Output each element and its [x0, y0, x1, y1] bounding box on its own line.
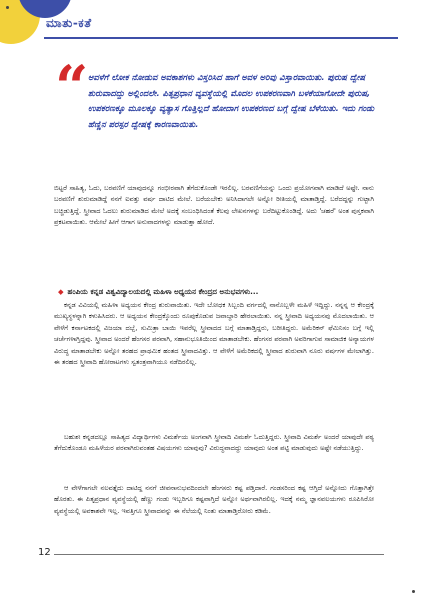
pull-quote: ಅವಳೆಗೆ ಲೋಕ ನೋಡುವ ಅವಕಾಶಗಳು ವಿಸ್ತರಿಸಿದ ಹಾಗೆ ಅವಳ ಅರಿವು ವಿಸ್ತಾರವಾಯಿತು. ಪುರುಷ ದ್ವೇಷ ಶುರುವಾದದ್ದು ಅಲ್ಲಿಂದಲೇ. ಪಿತೃಪ್ರಧಾನ ವ್ಯವಸ್ಥೆಯಲ್ಲಿ ಮೊದಲ ಉಪಕರಣವಾಗಿ ಬಳಕೆಯಾಗೋದೇ ಪುರುಷ, ಉಪಕರಣಕ್ಕೂ ಮೂಲಕ್ಕೂ ವ್ಯತ್ಯಾಸ ಗೊತ್ತಿಲ್ಲದೆ ಹೋದಾಗ ಉಪಕರಣದ ಬಗ್ಗೆ ದ್ವೇಷ ಬೆಳೆಯಿತು. ಇದು ಗಂಡು ಹೆಣ್ಣಿನ ಪರಸ್ಪರ ದ್ವೇಷಕ್ಕೆ ಕಾರಣವಾಯಿತು.	[88, 72, 375, 129]
footer-divider	[54, 554, 384, 555]
page-number: 12	[38, 547, 51, 558]
section-title: ಮಾತು-ಕತೆ	[46, 16, 92, 30]
body-paragraph-2: ಕನ್ನಡ ವಿವಿಯಲ್ಲಿ ಮಹಿಳಾ ಅಧ್ಯಯನ ಕೇಂದ್ರ ಶುರುವಾಯಿತು. ಇದೇ ಬೋಧಕ ಸಿಬ್ಬಂದಿ ವರ್ಗದಲ್ಲಿ ನಾನೊಬ್ಬಳೇ ಮಹಿಳೆ ಇದ್ದಿದ್ದು. ನನ್ನನ್ನ ಆ ಕೇಂದ್ರಕ್ಕೆ ಮುಖ್ಯಸ್ಥಳನ್ನಾಗಿ ಕಳುಹಿಸಿದರು. ಆ ಅಧ್ಯಯನ ಕೇಂದ್ರಕ್ಕೊಂದು ರೂಪುಕೊಡುವ ಜವಾಬ್ದಾರಿ ಹೇರಲಾಯಿತು. ನನ್ನ ಸ್ತ್ರೀವಾದಿ ಅಧ್ಯಯನವು ಮೊದಲಾಯಿತು. ಆ ವೇಳೆಗೆ ಕರ್ನಾಟಕದಲ್ಲಿ ವಿಜಯಾ ದಬ್ಬೆ, ಸುಮಿತ್ರಾ ಬಾಯಿ ಇವರೆಲ್ಲ ಸ್ತ್ರೀವಾದದ ಬಗ್ಗೆ ಮಾತಾಡ್ತಿದ್ದರು, ಬರೀತಿದ್ದರು. ಅಮೆರಿಕನ್ ಫೆಮಿನಿಸಂ ಬಗ್ಗೆ ಇಲ್ಲಿ ಚರ್ಚೆಗಳಾಗ್ತಿದ್ದವು. ಸ್ತ್ರೀವಾದ ಅಂದರೆ ಹೆಂಗಸರ ಪರವಾಗಿ, ಸಹಾನುಭೂತಿಯಿಂದ ಮಾತಾಡಬೇಕು. ಹೆಂಗಸರ ಪರವಾಗಿ ಅವರಿಗಾಗುವ ಸಾಮಾಜಿಕ ಅನ್ಯಾಯಗಳ ವಿರುದ್ಧ ಮಾತಾಡಬೇಕು ಅನ್ನೋ ತರಹದ ಪ್ರಾಥಮಿಕ ಹಂತದ ಸ್ತ್ರೀವಾದವಿತ್ತು. ಆ ವೇಳೆಗೆ ಅಮೆರಿಕದಲ್ಲಿ ಸ್ತ್ರೀವಾದ ಶುರುವಾಗಿ ನೂರು ವರ್ಷಗಳ ಮೇಲಾಗಿತ್ತು. ಈ ತರಹದ ಸ್ತ್ರೀವಾದಿ ಹೋರಾಟಗಳು ಸ್ವತಂತ್ರವಾಗಿಯೂ ನಡೆದಿರಲಿಲ್ಲ.	[54, 301, 374, 367]
diamond-bullet-icon: ◆	[58, 287, 64, 296]
body-paragraph-1: ಬಿಟ್ಟರೆ ಸಾಹಿತ್ಯ, ಓದು, ಬರವಣಿಗೆ ಯಾವುದನ್ನೂ ಗಂಭೀರವಾಗಿ ತೆಗೆದುಕೊಂಡೇ ಇರಲಿಲ್ಲ. ಬರವಣಿಗೆಯನ್ನು ಒಂದು ಪ್ರಯೋಗವಾಗಿ ಮಾಡಿದೆ ಅಷ್ಟೇ. ನಾನು ಬರವಣಿಗೆ ಶುರುಮಾಡಿದ್ದೆ ನನಗೆ ಐವತ್ತು ವರ್ಷ ದಾಟಿದ ಮೇಲೆ. ಬರೆಯಬೇಕು ಅನಿಸಿದಾಗಲೇ ಅನ್ನೋ ರೀತಿಯಲ್ಲಿ ಮಾತಾಡ್ತಿದ್ದೆ. ಬರೆದದ್ದನ್ನು ಗುಟ್ಟಾಗಿ ಬಚ್ಚಿಡುತ್ತಿದ್ದೆ. ಸ್ತ್ರೀವಾದ ಓದಲು ಶುರುಮಾಡಿದ ಮೇಲೆ ಅದಕ್ಕೆ ಸಂಬಂಧಿಸಿದಂತೆ ಕೆಲವು ಲೇಖನಗಳನ್ನು ಬರೆದಿಟ್ಟುಕೊಂಡಿದ್ದೆ. ಅದು 'ಚಹರೆ' ಅಂತ ಪುಸ್ತಕವಾಗಿ ಪ್ರಕಟವಾಯಿತು. ಆಮೇಲೆ ಹೀಗೆ ಆಗಾಗ ಅನುವಾದಗಳನ್ನು ಮಾಡುತ್ತಾ ಹೋದೆ.	[54, 184, 374, 227]
body-paragraph-4: ಆ ವೇಳೆಗಾಗಲೇ ನಲವತ್ತೈದು ದಾಟಿದ್ದ ನನಗೆ ಜೀವನಾನುಭವದಿಂದಲೇ ಹೆಂಗಸರು ಕಷ್ಟ ಪಡ್ತಿದಾರೆ. ಗಂಡಸರಿಂದ ಕಷ್ಟ ಆಗ್ತಿದೆ ಅನ್ನೋದು ಗೊತ್ತಾಗಿತ್ತೇ ಹೊರತು. ಈ ಪಿತೃಪ್ರಧಾನ ವ್ಯವಸ್ಥೆಯಲ್ಲಿ ಹೆಣ್ಣು ಗಂಡು ಇಬ್ಬರಿಗೂ ಕಷ್ಟವಾಗ್ತಿದೆ ಅನ್ನೋ ಅರ್ಥವಾಗಿರಲಿಲ್ಲ. ಇದಕ್ಕೆ ನಮ್ಮ ಜ್ಞಾನವಲಯಗಳು ರೂಪಿಸಿರೋ ವ್ಯವಸ್ಥೆಯಲ್ಲಿ ಅವಕಾಶವೇ ಇಲ್ಲ. ಇವತ್ತಿಗೂ ಸ್ತ್ರೀವಾದವನ್ನು ಈ ನೆಲೆಯಲ್ಲಿ ನಿಂತು ಮಾತಾಡ್ತಿರೋರು ಕಡಿಮೆ.	[54, 484, 374, 515]
header-divider	[44, 37, 398, 39]
question-subheading	[58, 286, 378, 297]
registration-dot	[6, 6, 9, 9]
registration-dot	[412, 590, 415, 593]
quote-mark-icon: “	[55, 53, 89, 121]
subheading-text: ಹಂಪಿಯ ಕನ್ನಡ ವಿಶ್ವವಿದ್ಯಾಲಯದಲ್ಲಿ ಮಹಿಳಾ ಅಧ್ಯಯನ ಕೇಂದ್ರದ ಅನುಭವಗಳು...	[67, 287, 259, 296]
body-paragraph-3: ಬಹುಶಃ ಕನ್ನಡದಲ್ಲೂ ಸಾಹಿತ್ಯದ ವಿದ್ಯಾರ್ಥಿಗಳು ವಿಮರ್ಶೆಯ ಅಂಗವಾಗಿ ಸ್ತ್ರೀವಾದಿ ವಿಮರ್ಶೆ ಓದುತ್ತಿದ್ದರು. ಸ್ತ್ರೀವಾದಿ ವಿಮರ್ಶೆ ಅಂದರೆ ಯಾವುದೇ ಪಠ್ಯ ತೆಗೆದುಕೊಂಡೂ ಮಹಿಳೆಯರ ಪರವಾಗಿರುವಂತಹ ವಿಷಯಗಳು ಯಾವುವು? ವಿರುದ್ಧವಾದದ್ದು ಯಾವುದು ಅಂತ ಪಟ್ಟಿ ಮಾಡುವುದು ಅಷ್ಟೇ ನಡೆಯುತ್ತಿದ್ದು.	[54, 433, 374, 453]
